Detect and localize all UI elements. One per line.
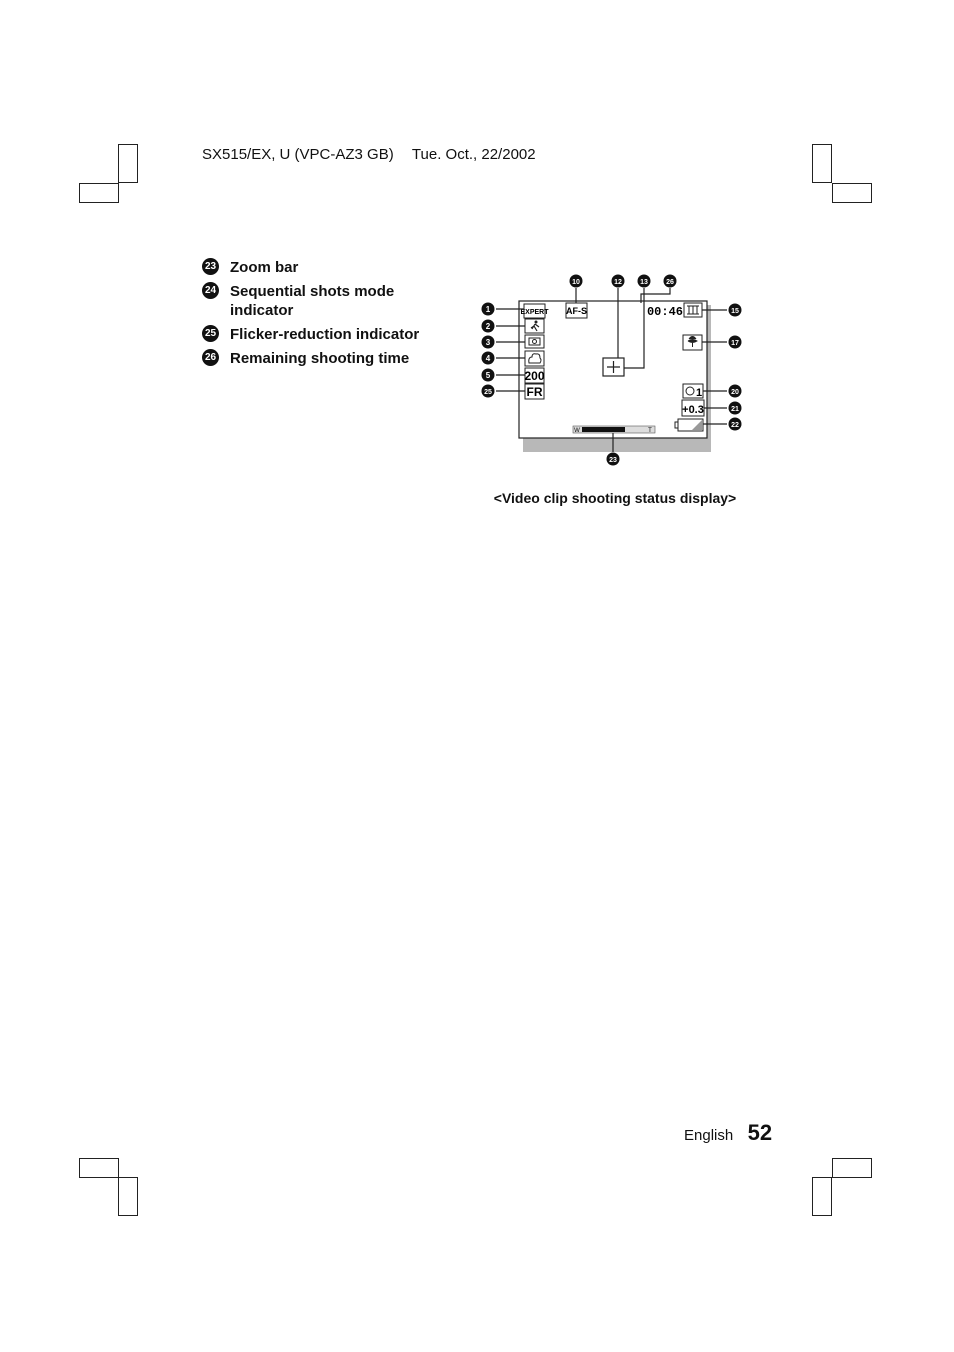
callout-15-text: 15 — [731, 308, 739, 315]
legend-item — [202, 349, 452, 368]
callout-25-text: 25 — [484, 389, 492, 396]
exposure-text: +0.3 — [682, 404, 704, 416]
date-text: Tue. Oct., 22/2002 — [411, 146, 536, 163]
legend-item — [202, 325, 452, 344]
legend-label: Remaining shooting time — [230, 350, 410, 367]
battery-tip — [675, 422, 678, 428]
iso-text: 200 — [524, 369, 545, 383]
crop-mark — [118, 1177, 138, 1216]
af-text: AF-S — [566, 306, 587, 316]
callout-21-text: 21 — [731, 406, 739, 413]
callout-20-text: 20 — [731, 389, 739, 396]
legend-label: Zoom bar — [230, 259, 299, 276]
callout-1-text: 1 — [485, 305, 491, 314]
white-balance-icon — [525, 351, 544, 366]
crop-mark — [118, 144, 138, 183]
legend-label: Sequential shots mode indicator — [230, 283, 395, 319]
flicker-text: FR — [526, 385, 543, 399]
legend-list — [202, 258, 452, 373]
page-footer — [684, 1120, 772, 1146]
callout-17-text: 17 — [731, 340, 739, 347]
crop-mark — [832, 183, 872, 203]
legend-number: 25 — [202, 325, 219, 342]
metering-icon — [525, 335, 544, 348]
model-text: SX515/EX, U (VPC-AZ3 GB) — [202, 146, 394, 163]
sequential-shots-glyph — [687, 306, 699, 314]
zoom-t-label: T — [648, 428, 652, 434]
legend-item — [202, 258, 452, 277]
self-timer-text: 1 — [695, 387, 703, 399]
callout-12-text: 12 — [614, 279, 622, 286]
language-label: English — [684, 1127, 734, 1144]
legend-number: 26 — [202, 349, 219, 366]
callout-2-text: 2 — [485, 322, 491, 331]
legend-item — [202, 282, 452, 320]
legend-label: Flicker-reduction indicator — [230, 326, 420, 343]
runner-head — [535, 321, 538, 324]
zoom-bar-fill — [582, 427, 625, 432]
crop-mark — [812, 1177, 832, 1216]
crop-mark — [832, 1158, 872, 1178]
callout-13-text: 13 — [640, 279, 648, 286]
callout-22-text: 22 — [731, 422, 739, 429]
page-number: 52 — [747, 1120, 773, 1145]
callout-4-text: 4 — [485, 354, 491, 363]
callout-26-text: 26 — [666, 279, 674, 286]
figure-caption: <Video clip shooting status display> — [493, 490, 737, 506]
page-header — [202, 146, 536, 163]
legend-number: 24 — [202, 282, 219, 299]
callout-5-text: 5 — [485, 371, 491, 380]
status-display-diagram — [470, 270, 760, 470]
callout-10-text: 10 — [572, 279, 580, 286]
crop-mark — [812, 144, 832, 183]
callout-3-text: 3 — [485, 338, 491, 347]
legend-number: 23 — [202, 258, 219, 275]
crop-mark — [79, 1158, 119, 1178]
callout-23-text: 23 — [609, 457, 617, 464]
crop-mark — [79, 183, 119, 203]
remaining-time-text: 00:46 — [646, 305, 684, 319]
zoom-w-label: W — [574, 428, 580, 434]
expert-text: EXPERT — [520, 309, 549, 316]
